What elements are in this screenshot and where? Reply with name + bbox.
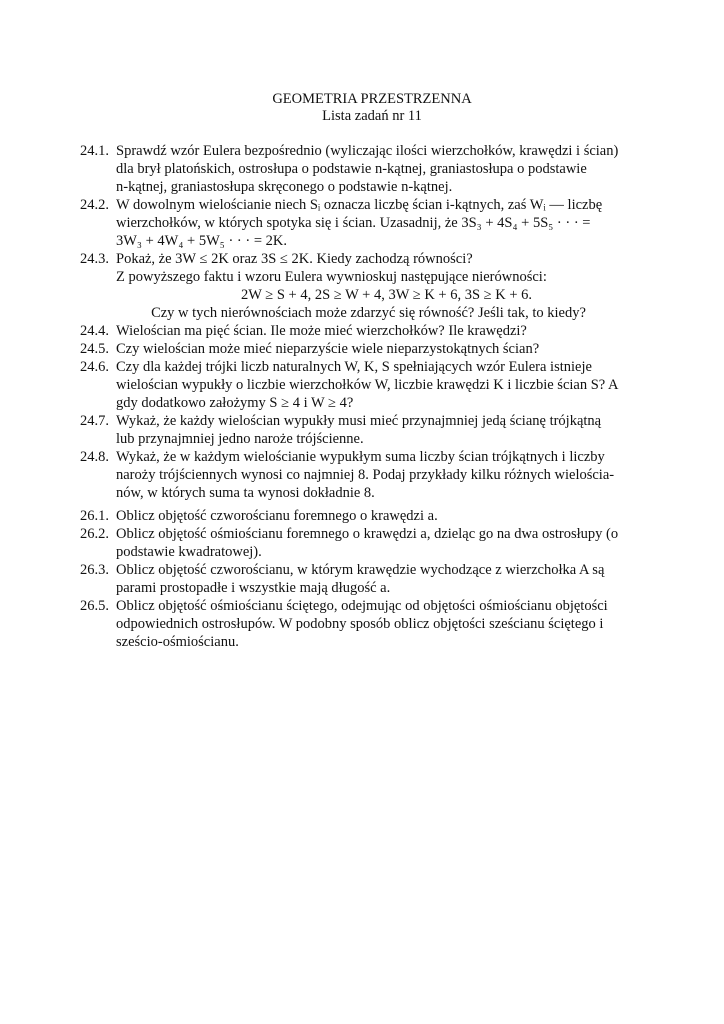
problem-26-1 [80, 507, 657, 525]
problem-24-8 [80, 448, 657, 502]
problem-number: 26.2. [80, 526, 109, 542]
problem-line: Oblicz objętość czworościanu, w którym krawędzie wychodzące z wierzchołka A są [116, 562, 605, 578]
problem-number: 26.3. [80, 562, 109, 578]
problem-24-3-question: Czy w tych nierównościach może zdarzyć się równość? Jeśli tak, to kiedy? [151, 305, 586, 321]
problem-line: Czy dla każdej trójki liczb naturalnych W, K, S spełniających wzór Eulera istnieje [116, 359, 592, 375]
inequalities-line: 2W ≥ S + 4, 2S ≥ W + 4, 3W ≥ K + 6, 3S ≥ K + 6. [240, 287, 533, 303]
problem-line: W dowolnym wielościanie niech Sᵢ oznacza liczbę ścian i-kątnych, zaś Wᵢ — liczbę [116, 197, 603, 213]
problem-24-6 [80, 358, 657, 412]
problem-number: 24.2. [80, 197, 109, 213]
problem-line: wielościan wypukły o liczbie wierzchołków W, liczbie krawędzi K i liczbie ścian S? A [116, 377, 619, 393]
problem-line: naroży trójściennych wynosi co najmniej 8. Podaj przykłady kilku różnych wielościa- [116, 467, 615, 483]
problem-line: sześcio-ośmiościanu. [116, 634, 239, 650]
problem-line: Pokaż, że 3W ≤ 2K oraz 3S ≤ 2K. Kiedy zachodzą równości? [116, 251, 473, 267]
problem-line: Oblicz objętość ośmiościanu foremnego o krawędzi a, dzieląc go na dwa ostrosłupy (o [116, 526, 619, 542]
problem-24-2 [80, 196, 657, 250]
problem-number: 24.4. [80, 323, 109, 339]
problem-line: Czy wielościan może mieć nieparzyście wiele nieparzystokątnych ścian? [116, 341, 540, 357]
problem-number: 24.3. [80, 251, 109, 267]
problem-line: podstawie kwadratowej). [116, 544, 262, 560]
problem-number: 26.1. [80, 508, 109, 524]
problem-line: Z powyższego faktu i wzoru Eulera wywnioskuj następujące nierówności: [116, 269, 547, 285]
page-title: GEOMETRIA PRZESTRZENNA [272, 91, 472, 107]
problem-26-2 [80, 525, 657, 561]
problem-line: wierzchołków, w których spotyka się i ścian. Uzasadnij, że 3S₃ + 4S₄ + 5S₅ · · · = [116, 215, 591, 231]
problem-line: nów, w których suma ta wynosi dokładnie 8. [116, 485, 375, 501]
problem-24-5 [80, 340, 657, 358]
problem-line: lub przynajmniej jedno naroże trójścienne. [116, 431, 364, 447]
problem-line: Oblicz objętość czworościanu foremnego o krawędzi a. [116, 508, 438, 524]
problem-26-5 [80, 597, 657, 651]
problem-number: 24.8. [80, 449, 109, 465]
problem-line: 3W₃ + 4W₄ + 5W₅ · · · = 2K. [116, 233, 287, 249]
problem-line: Sprawdź wzór Eulera bezpośrednio (wyliczając ilości wierzchołków, krawędzi i ścian) [116, 143, 619, 159]
problem-line: gdy dodatkowo założymy S ≥ 4 i W ≥ 4? [116, 395, 354, 411]
problem-number: 24.7. [80, 413, 109, 429]
problem-number: 24.6. [80, 359, 109, 375]
problem-line: Oblicz objętość ośmiościanu ściętego, odejmując od objętości ośmiościanu objętości [116, 598, 608, 614]
problem-line: n-kątnej, graniastosłupa skręconego o podstawie n-kątnej. [116, 179, 453, 195]
problem-line: dla brył platońskich, ostrosłupa o podstawie n-kątnej, graniastosłupa o podstawie [116, 161, 587, 177]
problem-line: Wielościan ma pięć ścian. Ile może mieć wierzchołków? Ile krawędzi? [116, 323, 527, 339]
problem-24-4 [80, 322, 657, 340]
problem-number: 26.5. [80, 598, 109, 614]
problem-24-3 [80, 250, 657, 304]
problem-24-1 [80, 142, 657, 196]
page-subtitle: Lista zadań nr 11 [322, 108, 422, 124]
problem-24-7 [80, 412, 657, 448]
problem-number: 24.1. [80, 143, 109, 159]
problem-number: 24.5. [80, 341, 109, 357]
problem-line: odpowiednich ostrosłupów. W podobny sposób oblicz objętości sześcianu ściętego i [116, 616, 604, 632]
problem-line: parami prostopadłe i wszystkie mają długość a. [116, 580, 391, 596]
problem-26-3 [80, 561, 657, 597]
problem-line: Wykaż, że w każdym wielościanie wypukłym suma liczby ścian trójkątnych i liczby [116, 449, 605, 465]
problem-line: Wykaż, że każdy wielościan wypukły musi mieć przynajmniej jedą ścianę trójkątną [116, 413, 602, 429]
